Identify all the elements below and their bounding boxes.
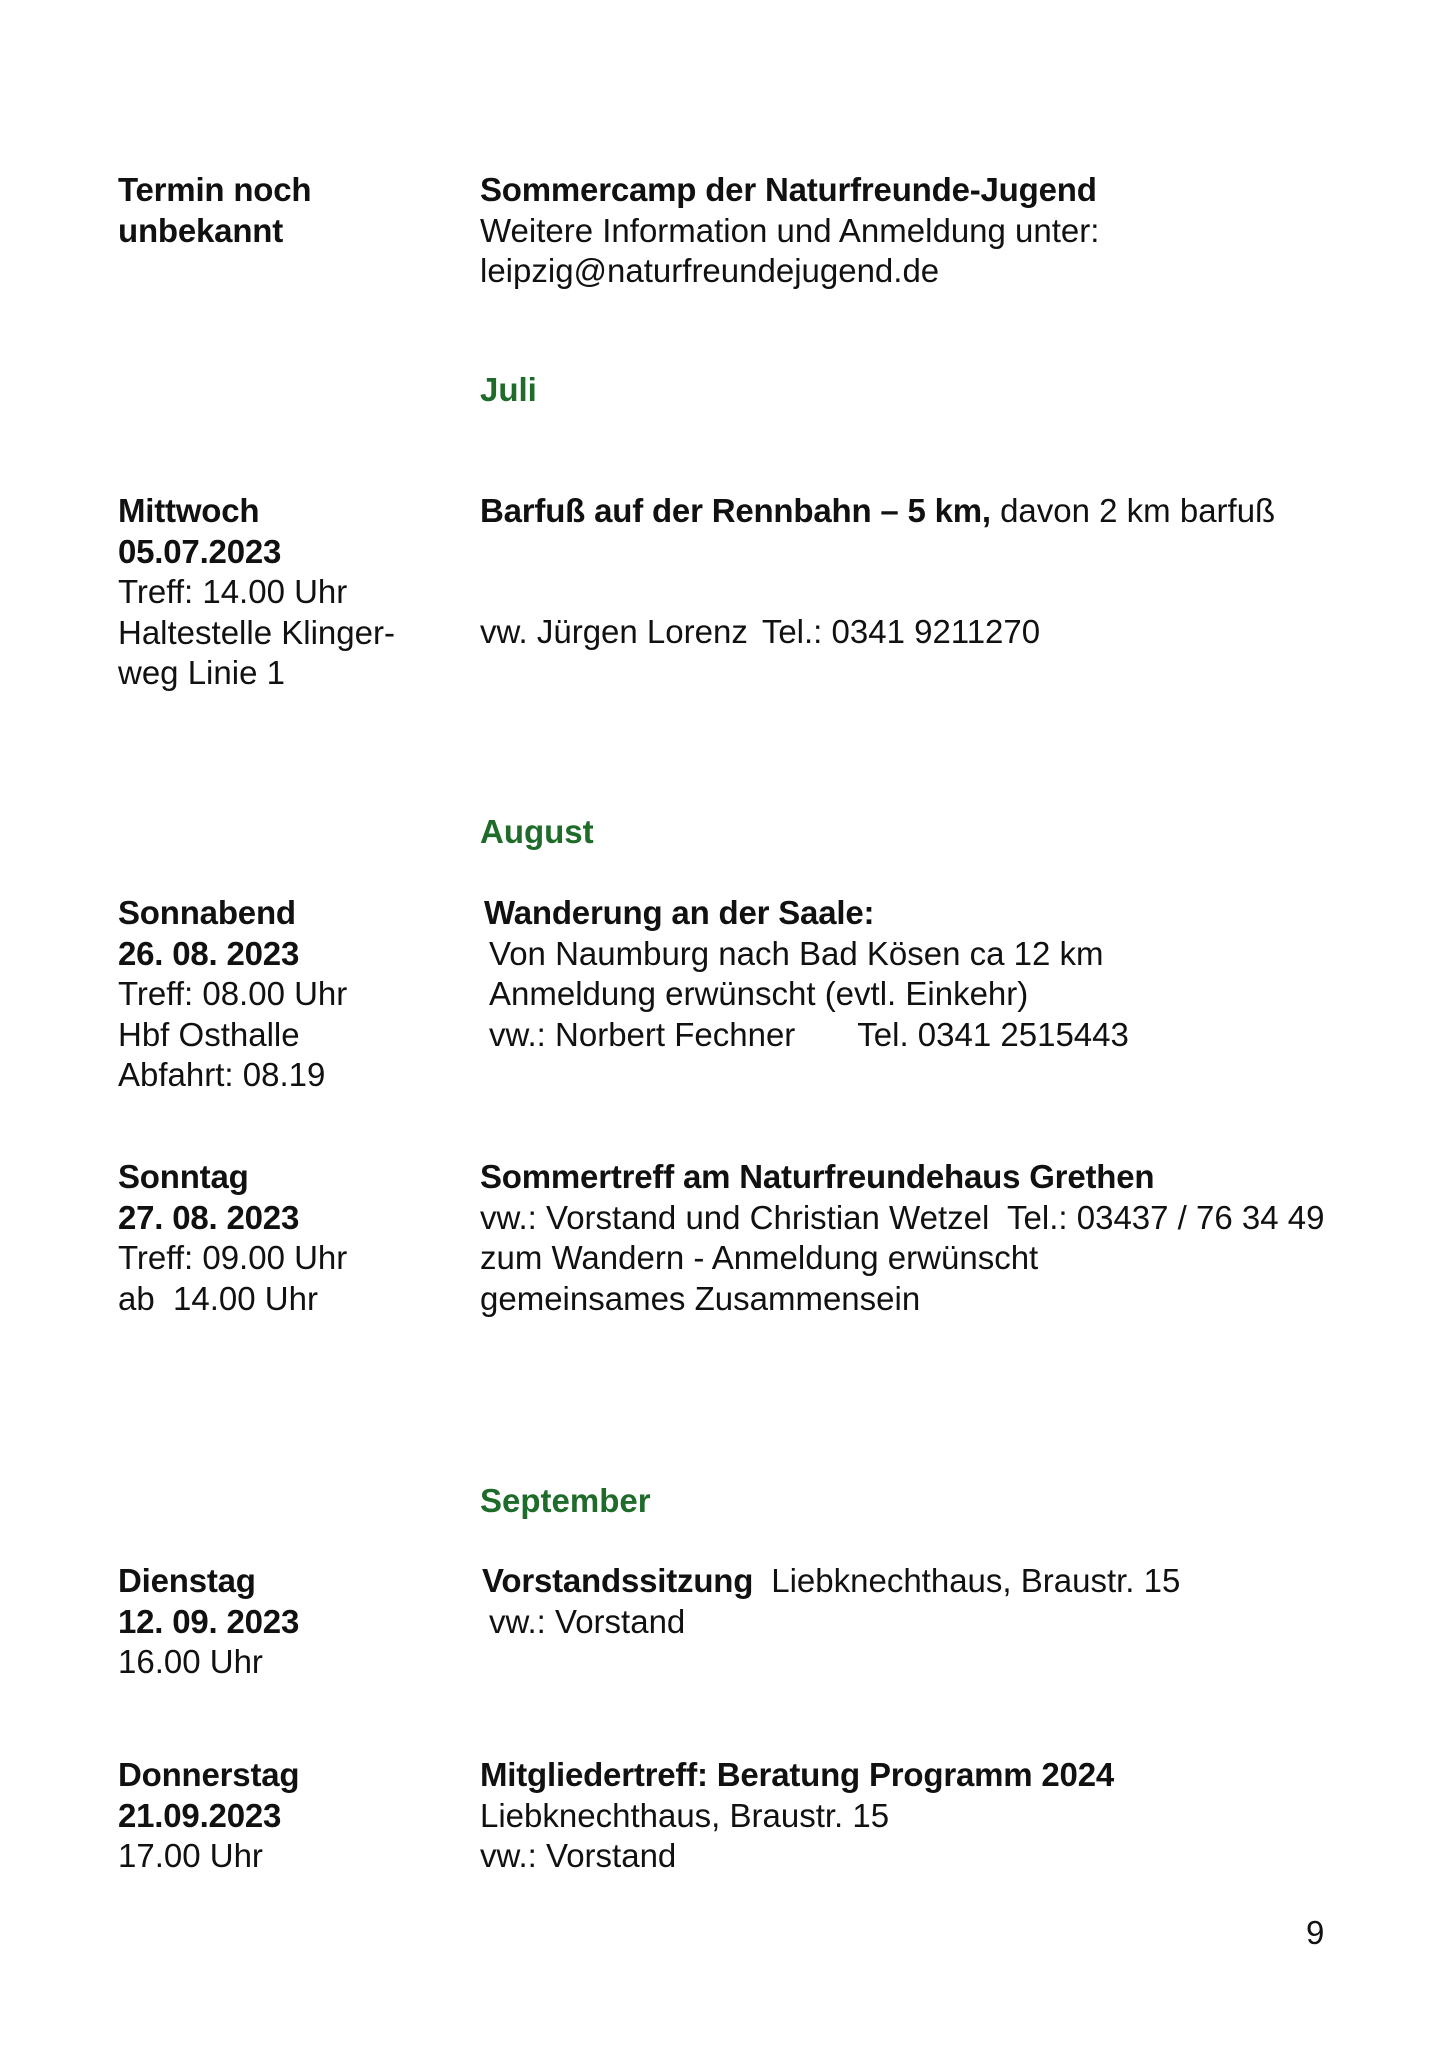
event-detail: vw.: Vorstand xyxy=(489,1602,686,1640)
event-contact-barfuss xyxy=(480,612,1380,653)
event-body-sommercamp xyxy=(480,170,1380,292)
event-detail: vw.: Vorstand und Christian Wetzel Tel.: 03437 / 76 34 49 xyxy=(480,1198,1325,1236)
event-title-suffix: davon 2 km barfuß xyxy=(1000,492,1276,529)
event-info: Abfahrt: 08.19 xyxy=(118,1056,326,1093)
month-heading-juli: Juli xyxy=(480,371,537,408)
event-info: Treff: 09.00 Uhr xyxy=(118,1239,348,1276)
event-info: Hbf Osthalle xyxy=(118,1015,300,1053)
event-title: Sommertreff am Naturfreundehaus Grethen xyxy=(480,1158,1155,1195)
event-title: Vorstandssitzung xyxy=(482,1562,754,1599)
event-body-wanderung xyxy=(484,893,1384,1055)
event-detail: zum Wandern - Anmeldung erwünscht xyxy=(480,1239,1039,1276)
month-heading-august: August xyxy=(480,813,594,850)
event-phone: Tel.: 0341 9211270 xyxy=(761,613,1041,650)
event-info: Haltestelle Klinger- xyxy=(118,613,395,651)
event-date: 21.09.2023 xyxy=(118,1796,282,1834)
event-info: weg Linie 1 xyxy=(118,654,285,691)
event-info: 17.00 Uhr xyxy=(118,1837,263,1874)
event-date: 26. 08. 2023 xyxy=(118,934,300,972)
event-info: Treff: 08.00 Uhr xyxy=(118,975,348,1012)
event-info: 16.00 Uhr xyxy=(118,1643,263,1680)
event-date: 05.07.2023 xyxy=(118,532,282,570)
event-detail: Anmeldung erwünscht (evtl. Einkehr) xyxy=(489,975,1029,1012)
when-line: Termin noch xyxy=(118,171,312,208)
event-contact-email: leipzig@naturfreundejugend.de xyxy=(480,252,940,289)
when-line: unbekannt xyxy=(118,211,284,249)
event-detail: vw.: Vorstand xyxy=(480,1837,677,1874)
event-info: Treff: 14.00 Uhr xyxy=(118,573,348,610)
event-day: Mittwoch xyxy=(118,492,260,529)
event-date: 12. 09. 2023 xyxy=(118,1602,300,1640)
event-detail: Liebknechthaus, Braustr. 15 xyxy=(480,1796,890,1834)
event-when-mitgliedertreff xyxy=(118,1755,468,1877)
event-day: Sonntag xyxy=(118,1158,249,1195)
page-number: 9 xyxy=(1306,1914,1325,1951)
event-body-sommertreff xyxy=(480,1157,1380,1319)
event-detail: Weitere Information und Anmeldung unter: xyxy=(480,211,1100,249)
event-title-line xyxy=(480,491,1380,532)
event-when-sommercamp xyxy=(118,170,468,251)
event-detail: gemeinsames Zusammensein xyxy=(480,1279,921,1317)
event-title: Sommercamp der Naturfreunde-Jugend xyxy=(480,171,1097,208)
event-body-barfuss xyxy=(480,491,1380,532)
event-when-vorstandssitzung xyxy=(118,1561,468,1683)
event-day: Dienstag xyxy=(118,1562,256,1599)
event-when-wanderung xyxy=(118,893,468,1096)
event-title-suffix: Liebknechthaus, Braustr. 15 xyxy=(771,1562,1181,1599)
month-heading-september: September xyxy=(480,1482,651,1519)
event-when-barfuss xyxy=(118,491,468,694)
event-title: Mitgliedertreff: Beratung Programm 2024 xyxy=(480,1756,1115,1793)
event-info: ab 14.00 Uhr xyxy=(118,1279,318,1317)
event-phone: Tel. 0341 2515443 xyxy=(857,1015,1129,1053)
event-day: Donnerstag xyxy=(118,1756,300,1793)
event-title: Wanderung an der Saale: xyxy=(484,894,875,931)
event-title: Barfuß auf der Rennbahn – 5 km, xyxy=(480,492,991,529)
event-leader: vw. Jürgen Lorenz xyxy=(480,613,748,650)
event-body-mitgliedertreff xyxy=(480,1755,1380,1877)
event-date: 27. 08. 2023 xyxy=(118,1198,300,1236)
event-detail: Von Naumburg nach Bad Kösen ca 12 km xyxy=(489,934,1104,972)
event-when-sommertreff xyxy=(118,1157,468,1319)
event-leader: vw.: Norbert Fechner xyxy=(489,1015,796,1053)
event-body-vorstandssitzung xyxy=(482,1561,1382,1642)
event-day: Sonnabend xyxy=(118,894,296,931)
